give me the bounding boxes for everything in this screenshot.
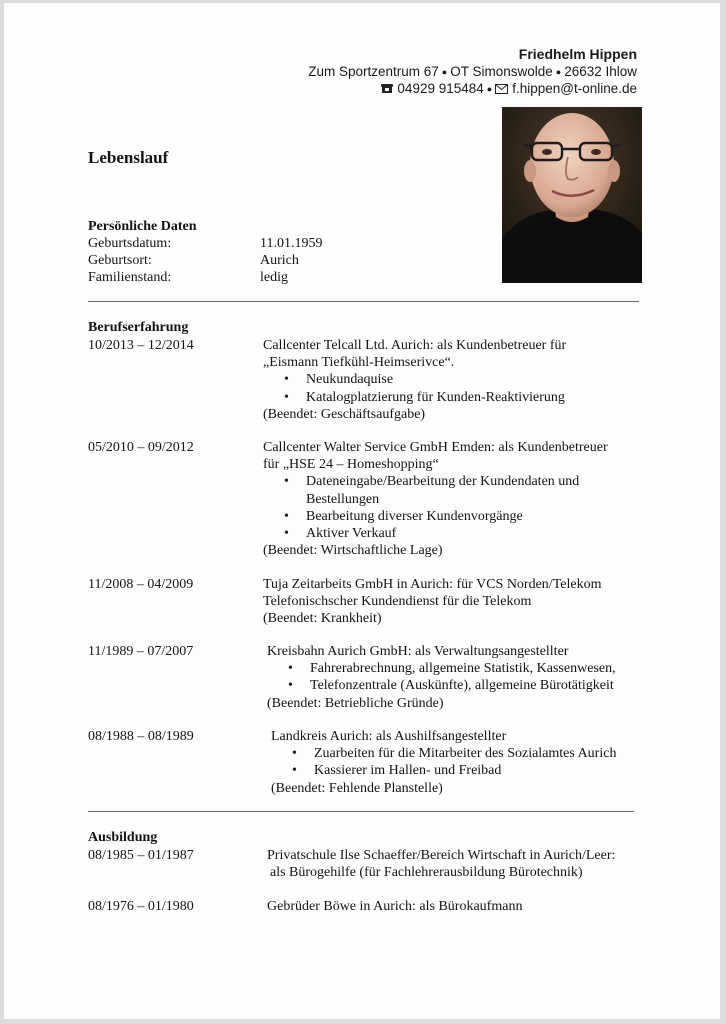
education-line: Gebrüder Böwe in Aurich: als Bürokaufmann bbox=[267, 899, 523, 914]
job-end-reason: (Beendet: Geschäftsaufgabe) bbox=[263, 406, 426, 422]
job-task-list bbox=[263, 371, 566, 405]
experience-heading: Berufserfahrung bbox=[88, 320, 189, 335]
applicant-photo bbox=[502, 107, 642, 283]
job-task-list bbox=[263, 473, 608, 542]
job-end-reason: (Beendet: Wirtschaftliche Lage) bbox=[263, 543, 443, 559]
list-item-continuation: Bestellungen bbox=[306, 491, 380, 507]
list-item: • Katalogplatzierung für Kunden-Reaktivierung bbox=[263, 389, 566, 406]
phone-number: 04929 915484 bbox=[397, 81, 484, 96]
job-date: 10/2013 – 12/2014 bbox=[88, 338, 194, 353]
education-line: Privatschule Ilse Schaeffer/Bereich Wirtschaft in Aurich/Leer: bbox=[267, 848, 616, 863]
applicant-name: Friedhelm Hippen bbox=[518, 46, 637, 62]
job-line: Tuja Zeitarbeits GmbH in Aurich: für VCS Norden/Telekom bbox=[263, 577, 602, 592]
education-date: 08/1976 – 01/1980 bbox=[88, 899, 194, 914]
city: 26632 Ihlow bbox=[564, 64, 637, 79]
list-item: • Aktiver Verkauf bbox=[263, 525, 608, 542]
list-item: • Kassierer im Hallen- und Freibad bbox=[271, 762, 616, 779]
job-description bbox=[267, 643, 616, 712]
job-end-reason: (Beendet: Betriebliche Gründe) bbox=[267, 695, 444, 711]
job-task-list bbox=[267, 660, 616, 694]
personal-label: Geburtsort: bbox=[88, 253, 152, 268]
job-line: Callcenter Walter Service GmbH Emden: als Kundenbetreuer bbox=[263, 440, 608, 455]
job-task-list bbox=[271, 745, 616, 779]
job-description bbox=[271, 728, 616, 797]
job-line: Landkreis Aurich: als Aushilfsangestellter bbox=[271, 729, 507, 744]
personal-value: ledig bbox=[260, 270, 288, 285]
list-item: • Fahrerabrechnung, allgemeine Statistik, Kassenwesen, bbox=[267, 660, 616, 677]
education-date: 08/1985 – 01/1987 bbox=[88, 848, 194, 863]
personal-label: Geburtsdatum: bbox=[88, 236, 172, 251]
list-item: • Zuarbeiten für die Mitarbeiter des Sozialamtes Aurich bbox=[271, 745, 616, 762]
divider bbox=[88, 301, 639, 302]
education-line: als Bürogehilfe (für Fachlehrerausbildung Bürotechnik) bbox=[270, 865, 583, 881]
list-item: • Neukundaquise bbox=[263, 371, 566, 388]
divider bbox=[88, 811, 634, 812]
job-end-reason: (Beendet: Fehlende Planstelle) bbox=[271, 780, 443, 796]
list-item: • Telefonzentrale (Auskünfte), allgemeine Bürotätigkeit bbox=[267, 677, 616, 694]
contact-line bbox=[381, 81, 637, 97]
job-line: Kreisbahn Aurich GmbH: als Verwaltungsangestellter bbox=[267, 644, 569, 659]
district: OT Simonswolde bbox=[450, 64, 553, 79]
separator-dot-icon: ● bbox=[486, 84, 493, 94]
separator-dot-icon: ● bbox=[441, 67, 448, 77]
personal-label: Familienstand: bbox=[88, 270, 172, 285]
job-line: „Eismann Tiefkühl-Heimserivce“. bbox=[263, 355, 455, 371]
job-line: Telefonischscher Kundendienst für die Telekom bbox=[263, 594, 532, 610]
list-item: • Bearbeitung diverser Kundenvorgänge bbox=[263, 508, 608, 525]
job-date: 08/1988 – 08/1989 bbox=[88, 729, 194, 744]
cv-page bbox=[4, 3, 720, 1019]
job-description bbox=[263, 576, 601, 628]
list-item: • Dateneingabe/Bearbeitung der Kundendaten und bbox=[263, 473, 608, 490]
separator-dot-icon: ● bbox=[555, 67, 562, 77]
personal-data-heading: Persönliche Daten bbox=[88, 219, 197, 234]
job-description bbox=[263, 439, 608, 559]
education-description bbox=[267, 847, 615, 881]
job-end-reason: (Beendet: Krankheit) bbox=[263, 611, 382, 627]
job-date: 11/1989 – 07/2007 bbox=[88, 644, 194, 659]
mail-icon bbox=[495, 82, 508, 97]
job-line: Callcenter Telcall Ltd. Aurich: als Kundenbetreuer für bbox=[263, 338, 567, 353]
education-heading: Ausbildung bbox=[88, 830, 158, 845]
phone-icon bbox=[381, 82, 393, 97]
document-title: Lebenslauf bbox=[88, 148, 169, 167]
job-date: 05/2010 – 09/2012 bbox=[88, 440, 194, 455]
job-description bbox=[263, 337, 566, 423]
personal-value: Aurich bbox=[260, 253, 299, 268]
personal-value: 11.01.1959 bbox=[260, 236, 323, 251]
address-line bbox=[308, 64, 637, 79]
street: Zum Sportzentrum 67 bbox=[308, 64, 439, 79]
job-line: für „HSE 24 – Homeshopping“ bbox=[263, 457, 439, 473]
job-date: 11/2008 – 04/2009 bbox=[88, 577, 194, 592]
email-link[interactable]: f.hippen@t-online.de bbox=[512, 81, 637, 96]
education-description bbox=[267, 898, 522, 915]
